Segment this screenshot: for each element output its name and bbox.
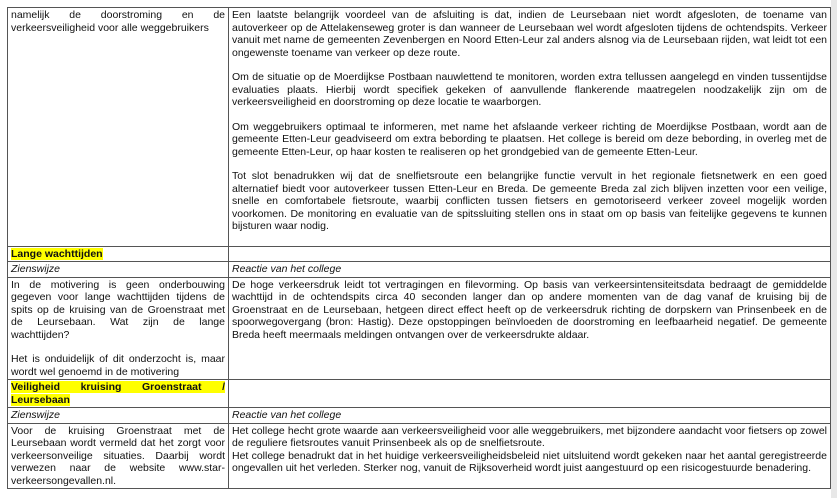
zienswijze-paragraph: Voor de kruising Groenstraat met de Leursebaan wordt vermeld dat het zorgt voor verkeersonveilige situaties. Daarbij wordt verwezen naar de website www.star-verkeersongevallen.nl. <box>11 424 225 487</box>
zienswijze-cell <box>8 8 229 247</box>
reactie-paragraph: Om de situatie op de Moerdijkse Postbaan nauwlettend te monitoren, worden extra tellussen aangelegd en vinden tussentijdse evaluaties plaats. Hierbij wordt specifiek gekeken of aanvullende flankerende maatregelen noodzakelijk zijn om de verkeersveiligheid en doorstroming op deze locatie te waarborgen. <box>232 71 827 108</box>
reactie-paragraph: De hoge verkeersdruk leidt tot vertragingen en filevorming. Op basis van verkeersintensiteitsdata bedraagt de gemiddelde wachttijd in de ochtendspits circa 40 seconden langer dan op andere momenten van de dag vanaf de kruising bij de Groenstraat en de Leursebaan, hetgeen direct effect heeft op de verkeersdruk richting de dorpskern van Prinsenbeek en de spoorwegovergang (bron: Hastig). Deze opstoppingen beïnvloeden de doorstroming en leefbaarheid negatief. De gemeente Breda heeft meermaals meldingen ontvangen over de verkeersdrukte aldaar. <box>232 278 827 341</box>
page-edge <box>831 0 837 498</box>
section-heading-cell <box>8 380 229 408</box>
reactie-label: Reactie van het college <box>229 262 831 278</box>
column-label-row <box>8 408 831 424</box>
reactie-paragraph: Het college benadrukt dat in het huidige verkeersveiligheidsbeleid niet uitsluitend wordt gekeken naar het aantal geregistreerde ongevallen uit het verleden. Sterker nog, vanuit de Rijksoverheid wordt juist aangestuurd op een risicogestuurde benadering. <box>232 449 827 474</box>
zienswijze-label: Zienswijze <box>8 262 229 278</box>
table-row <box>8 423 831 489</box>
reactie-cell <box>229 277 831 380</box>
section-heading-row <box>8 246 831 262</box>
reactie-cell <box>229 8 831 247</box>
zienswijze-label: Zienswijze <box>8 408 229 424</box>
zienswijze-paragraph: Het is onduidelijk of dit onderzocht is, maar wordt wel genoemd in de motivering <box>11 353 225 378</box>
response-table <box>7 7 831 489</box>
table-row <box>8 277 831 380</box>
section-heading: Lange wachttijden <box>11 247 103 260</box>
zienswijze-text: namelijk de doorstroming en de verkeersveiligheid voor alle weggebruikers <box>11 9 225 34</box>
reactie-paragraph: Om weggebruikers optimaal te informeren, met name het afslaande verkeer richting de Moerdijkse Postbaan, wordt aan de gemeente Etten-Leur geadviseerd om extra bebording te plaatsen. Het college is bereid om deze bebording, in overleg met de gemeente Etten-Leur, op haar kosten te realiseren op het grondgebied van de gemeente Etten-Leur. <box>232 120 827 158</box>
reactie-paragraph: Een laatste belangrijk voordeel van de afsluiting is dat, indien de Leursebaan niet wordt afgesloten, de toename van autoverkeer op de Attelakenseweg groter is dan wanneer de Leursebaan wel wordt afgesloten tijdens de ochtendspits. Verkeer vanuit met name de gemeenten Zevenbergen en Noord Etten-Leur zal anders alsnog via de Leursebaan rijden, wat leidt tot een ongewenste toename van verkeer op deze route. <box>232 9 827 59</box>
column-label-row <box>8 262 831 278</box>
zienswijze-paragraph: In de motivering is geen onderbouwing gegeven voor lange wachttijden tijdens de spits op de kruising van de Groenstraat met de Leursebaan. Wat zijn de lange wachttijden? <box>11 278 225 341</box>
reactie-paragraph: Het college hecht grote waarde aan verkeersveiligheid voor alle weggebruikers, met bijzondere aandacht voor fietsers op zowel de reguliere fietsroutes vanuit Prinsenbeek als op de snelfietsroute. <box>232 424 827 449</box>
zienswijze-cell <box>8 423 229 489</box>
empty-cell <box>229 380 831 408</box>
reactie-label: Reactie van het college <box>229 408 831 424</box>
zienswijze-cell <box>8 277 229 380</box>
reactie-cell <box>229 423 831 489</box>
section-heading: Veiligheid kruising Groenstraat / Leursebaan <box>11 381 225 406</box>
section-heading-row <box>8 380 831 408</box>
empty-cell <box>229 246 831 262</box>
reactie-paragraph: Tot slot benadrukken wij dat de snelfietsroute een belangrijke functie vervult in het regionale fietsnetwerk en een goed alternatief biedt voor autoverkeer tussen Etten-Leur en Breda. De gemeente Breda zal zich blijven inzetten voor een veilige, snelle en comfortabele fietsroute, waarbij conflicten tussen fietsers en gemotoriseerd verkeer zoveel mogelijk worden voorkomen. De monitoring en evaluatie van de spitssluiting stellen ons in staat om op basis van feitelijke gegevens te kunnen bijsturen waar nodig. <box>232 170 827 232</box>
section-heading-cell <box>8 246 229 262</box>
table-row <box>8 8 831 247</box>
